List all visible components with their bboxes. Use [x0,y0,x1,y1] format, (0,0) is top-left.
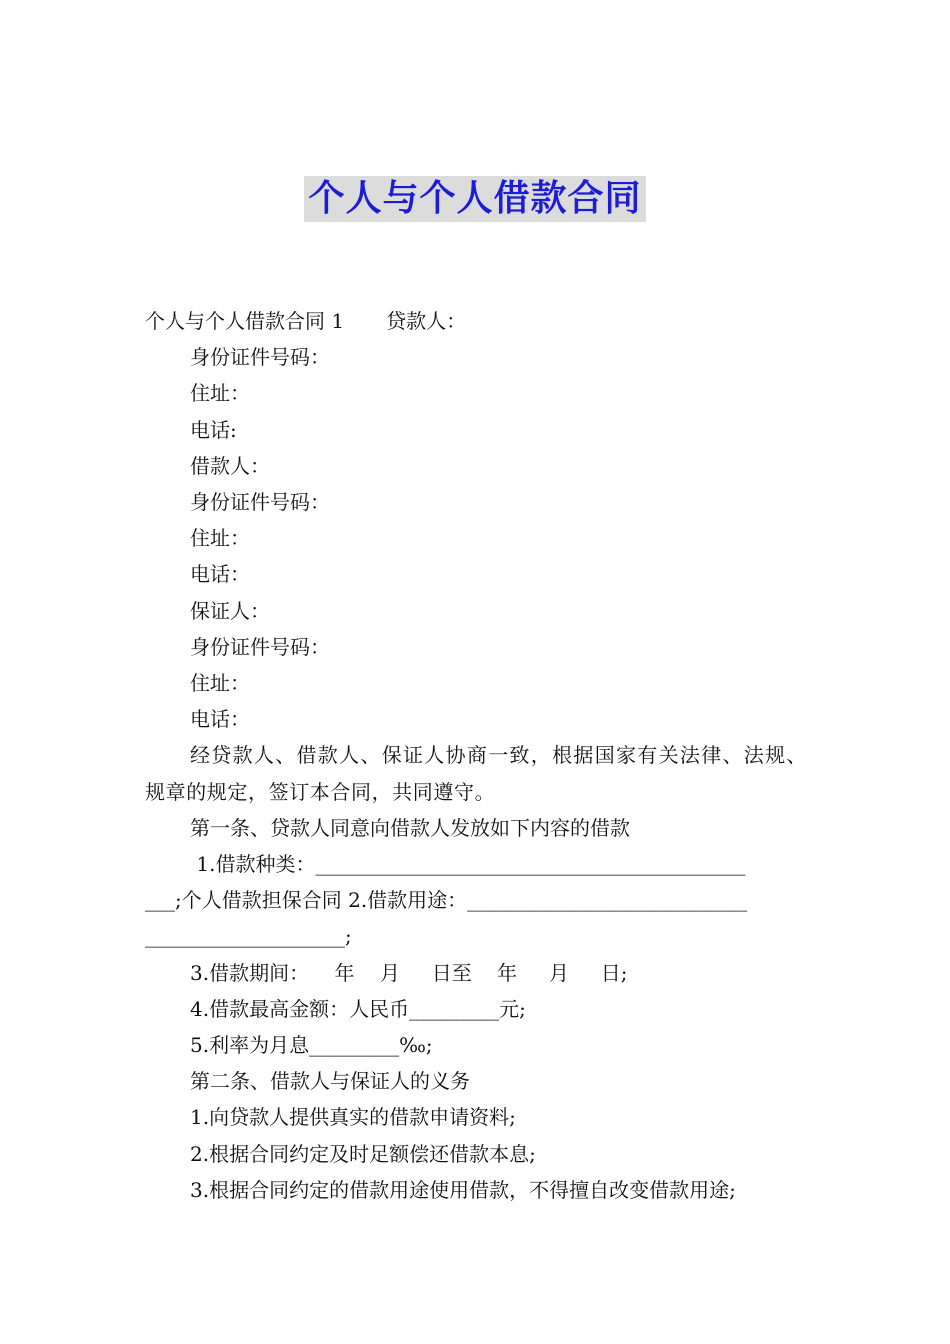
guarantor-address: 住址： [190,671,250,696]
borrower-phone: 电话： [190,562,250,587]
borrower-address: 住址： [190,526,250,551]
guarantor-phone: 电话： [190,707,250,732]
guarantor-label: 保证人： [190,598,270,623]
obligation-item-2: 2.根据合同约定及时足额偿还借款本息; [190,1141,536,1166]
guarantor-id-number: 身份证件号码： [190,634,330,659]
preamble-paragraph: 经贷款人、借款人、保证人协商一致，根据国家有关法律、法规、规章的规定，签订本合同，共同遵守。 [145,743,807,804]
max-amount-line: 4.借款最高金额：人民币_________元; [190,996,526,1021]
lender-id-number: 身份证件号码： [190,345,330,370]
borrower-id-number: 身份证件号码： [190,490,330,515]
interest-rate-line: 5.利率为月息_________‰; [190,1033,433,1058]
contract-heading-line [145,303,807,339]
document-title-text: 个人与个人借款合同 [304,176,645,222]
lender-address: 住址： [190,381,250,406]
borrower-label: 借款人： [190,453,270,478]
loan-purpose-line: ___;个人借款担保合同 2.借款用途：____________________________ [145,888,748,913]
loan-purpose-continuation: ____________________; [145,924,352,949]
obligation-item-1: 1.向贷款人提供真实的借款申请资料; [190,1105,516,1130]
obligation-item-3: 3.根据合同约定的借款用途使用借款，不得擅自改变借款用途; [190,1177,736,1202]
article-one-heading: 第一条、贷款人同意向借款人发放如下内容的借款 [190,815,630,840]
document-body [145,303,807,1208]
contract-subtitle: 个人与个人借款合同 1 [145,309,345,333]
loan-period-line: 3.借款期间： 年 月 日至 年 月 日; [190,960,628,985]
article-two-heading: 第二条、借款人与保证人的义务 [190,1069,470,1094]
loan-type-line: 1.借款种类：___________________________________________ [190,852,746,877]
document-title [0,176,950,222]
lender-phone: 电话: [190,417,237,442]
lender-label: 贷款人： [386,309,467,333]
